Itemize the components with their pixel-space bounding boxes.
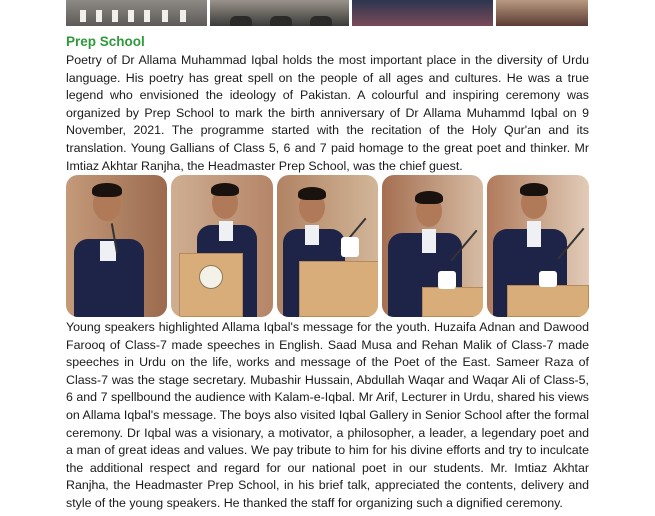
speaker-photo-row [66,175,589,317]
speaker-photo-4 [382,175,483,317]
top-photo-guest [496,0,588,26]
speaker-photo-5 [487,175,589,317]
paragraph-intro: Poetry of Dr Allama Muhammad Iqbal holds the most important place in the diversity of Urdu language. His poetry has great spell on the people of all ages and cultures. He was a true legend who envisioned the ideology of Pakistan. A colourful and inspiring ceremony was organized by Prep School to mark the birth anniversary of Dr Allama Muhammd Iqbal on 9 November, 2021. The programme started with the recitation of the Holy Qur'an and its translation. Young Gallians of Class 5, 6 and 7 paid homage to the great poet and thinker. Mr Imtiaz Akhtar Ranjha, the Headmaster Prep School, was the chief guest. [66,53,589,173]
top-photo-strip [66,0,588,26]
speaker-photo-1 [66,175,167,317]
speaker-photo-3 [277,175,378,317]
top-photo-speaker [352,0,493,26]
section-title: Prep School [66,34,145,49]
speaker-photo-2 [171,175,273,317]
paragraph-ceremony-details: Young speakers highlighted Allama Iqbal's message for the youth. Huzaifa Adnan and Dawood Farooq of Class-7 made speeches in English. Saad Musa and Rehan Malik of Class-7 made speeches in Urdu on the life, works and message of the Poet of the East. Sameer Raza of Class-7 was the stage secretary. Mubashir Hussain, Abdullah Waqar and Waqar Ali of Class-5, 6 and 7 spellbound the audience with Kalam-e-Iqbal. Mr Arif, Lecturer in Urdu, shared his views on Allama Iqbal's message. The boys also visited Iqbal Gallery in Senior School after the formal ceremony. Dr Iqbal was a visionary, a motivator, a philosopher, a leader, a legendary poet and a man of great ideas and values. We pay tribute to him for his divine efforts and try to inculcate the additional respect and regard for our national poet in our students. Mr. Imtiaz Akhtar Ranjha, the Headmaster Prep School, in his brief talk, appreciated the contents, delivery and style of the young speakers. He thanked the staff for organizing such a dignified ceremony. [66,320,589,510]
top-photo-students-standing [66,0,207,26]
top-photo-audience [210,0,349,26]
